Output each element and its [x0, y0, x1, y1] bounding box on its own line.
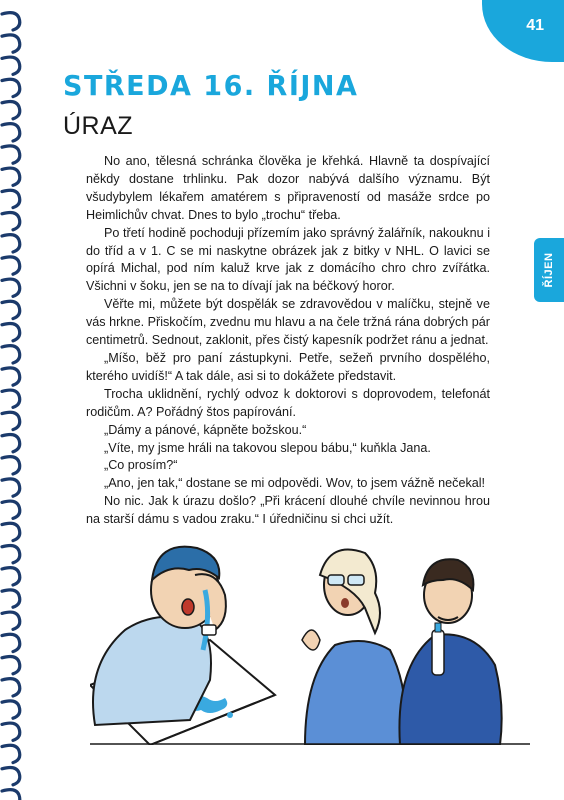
paragraph: „Míšo, běž pro paní zástupkyni. Petře, sežeň prvního dospělého, kterého uvidíš!“ A tak dále, asi si to dokážete představit. — [86, 350, 490, 383]
spiral-coil — [2, 656, 20, 673]
spiral-coil — [2, 235, 20, 252]
spiral-coil — [2, 390, 20, 407]
spiral-coil — [2, 301, 20, 318]
spiral-coil — [2, 479, 20, 496]
spiral-coil — [2, 701, 20, 718]
paragraph: „Ano, jen tak,“ dostane se mi odpovědi. Wov, to jsem vážně nečekal! — [104, 476, 486, 491]
spiral-coil — [2, 124, 20, 141]
page-number-badge — [482, 0, 564, 62]
spiral-coil — [2, 634, 20, 651]
spiral-coil — [2, 767, 20, 784]
spiral-coil — [2, 723, 20, 740]
spiral-coil — [2, 745, 20, 762]
paragraph: No nic. Jak k úrazu došlo? „Při krácení dlouhé chvíle nevinnou hrou na starší dámu s vadou zraku.“ I úředničinu si chci užít. — [86, 494, 490, 527]
spiral-coil — [2, 568, 20, 585]
paragraph: „Víte, my jsme hráli na takovou slepou bábu,“ kuňkla Jana. — [104, 440, 431, 455]
date-heading: STŘEDA 16. ŘÍJNA — [63, 70, 359, 103]
spiral-coil — [2, 679, 20, 696]
spiral-coil — [2, 612, 20, 629]
spiral-coil — [2, 257, 20, 274]
spiral-coil — [2, 434, 20, 451]
paragraph: „Co prosím?“ — [104, 458, 178, 473]
spiral-binding — [0, 0, 32, 800]
spiral-coil — [2, 323, 20, 340]
spiral-coil — [2, 101, 20, 118]
spiral-coil — [2, 412, 20, 429]
paragraph: Trocha uklidnění, rychlý odvoz k doktorovi s doprovodem, telefonát rodičům. A? Pořádný štos papírování. — [86, 386, 490, 419]
boy-with-bottle-icon — [399, 559, 501, 745]
spiral-coil — [2, 168, 20, 185]
spiral-coil — [2, 790, 20, 800]
spiral-coil — [2, 279, 20, 296]
spiral-coil — [2, 523, 20, 540]
spiral-coil — [2, 190, 20, 207]
spiral-coil — [2, 212, 20, 229]
spiral-coil — [2, 545, 20, 562]
spiral-coil — [2, 590, 20, 607]
entry-title: ÚRAZ — [63, 112, 134, 140]
spiral-coil — [2, 368, 20, 385]
month-tab — [534, 238, 564, 302]
paragraph: Po třetí hodině pochoduji přízemím jako správný žalářník, nakouknu i do tříd a v 1. C se mi naskytne obrázek jak z bitky v NHL. O lavici se opírá Michal, pod ním kaluž krve jak z domácího chro chro zvířátka. Všichni v šoku, jen se na to dívají jak na béčkový horor. — [86, 225, 490, 294]
page-number: 41 — [526, 17, 544, 34]
body-text — [86, 153, 490, 529]
spiral-coil — [2, 146, 20, 163]
spiral-coil — [2, 57, 20, 74]
illustration — [90, 545, 530, 745]
paragraph: „Dámy a pánové, kápněte božskou.“ — [104, 422, 307, 437]
paragraph: No ano, tělesná schránka člověka je křehká. Hlavně ta dospívající někdy dostane trhlinku. Pak dozor nabývá dalšího významu. Být všudybylem lékařem amatérem s připraveností od masáže srdce po Heimlichův chvat. Dnes to bylo „trochu“ třeba. — [86, 154, 490, 222]
spiral-coil — [2, 79, 20, 96]
spiral-coil — [2, 346, 20, 363]
girl-with-glasses-icon — [302, 549, 406, 745]
spiral-coil — [2, 501, 20, 518]
paragraph: Věřte mi, můžete být dospělák se zdravovědou v malíčku, stejně ve vás hrkne. Přiskočím, zvednu mu hlavu a na čele tržná rána dobrých pár centimetrů. Sednout, zaklonit, přes čistý kapesník podržet ránu a jednat. — [86, 297, 490, 348]
spiral-coil — [2, 13, 20, 30]
spiral-coil — [2, 457, 20, 474]
spiral-coil — [2, 35, 20, 52]
month-tab-label: ŘÍJEN — [543, 252, 555, 288]
